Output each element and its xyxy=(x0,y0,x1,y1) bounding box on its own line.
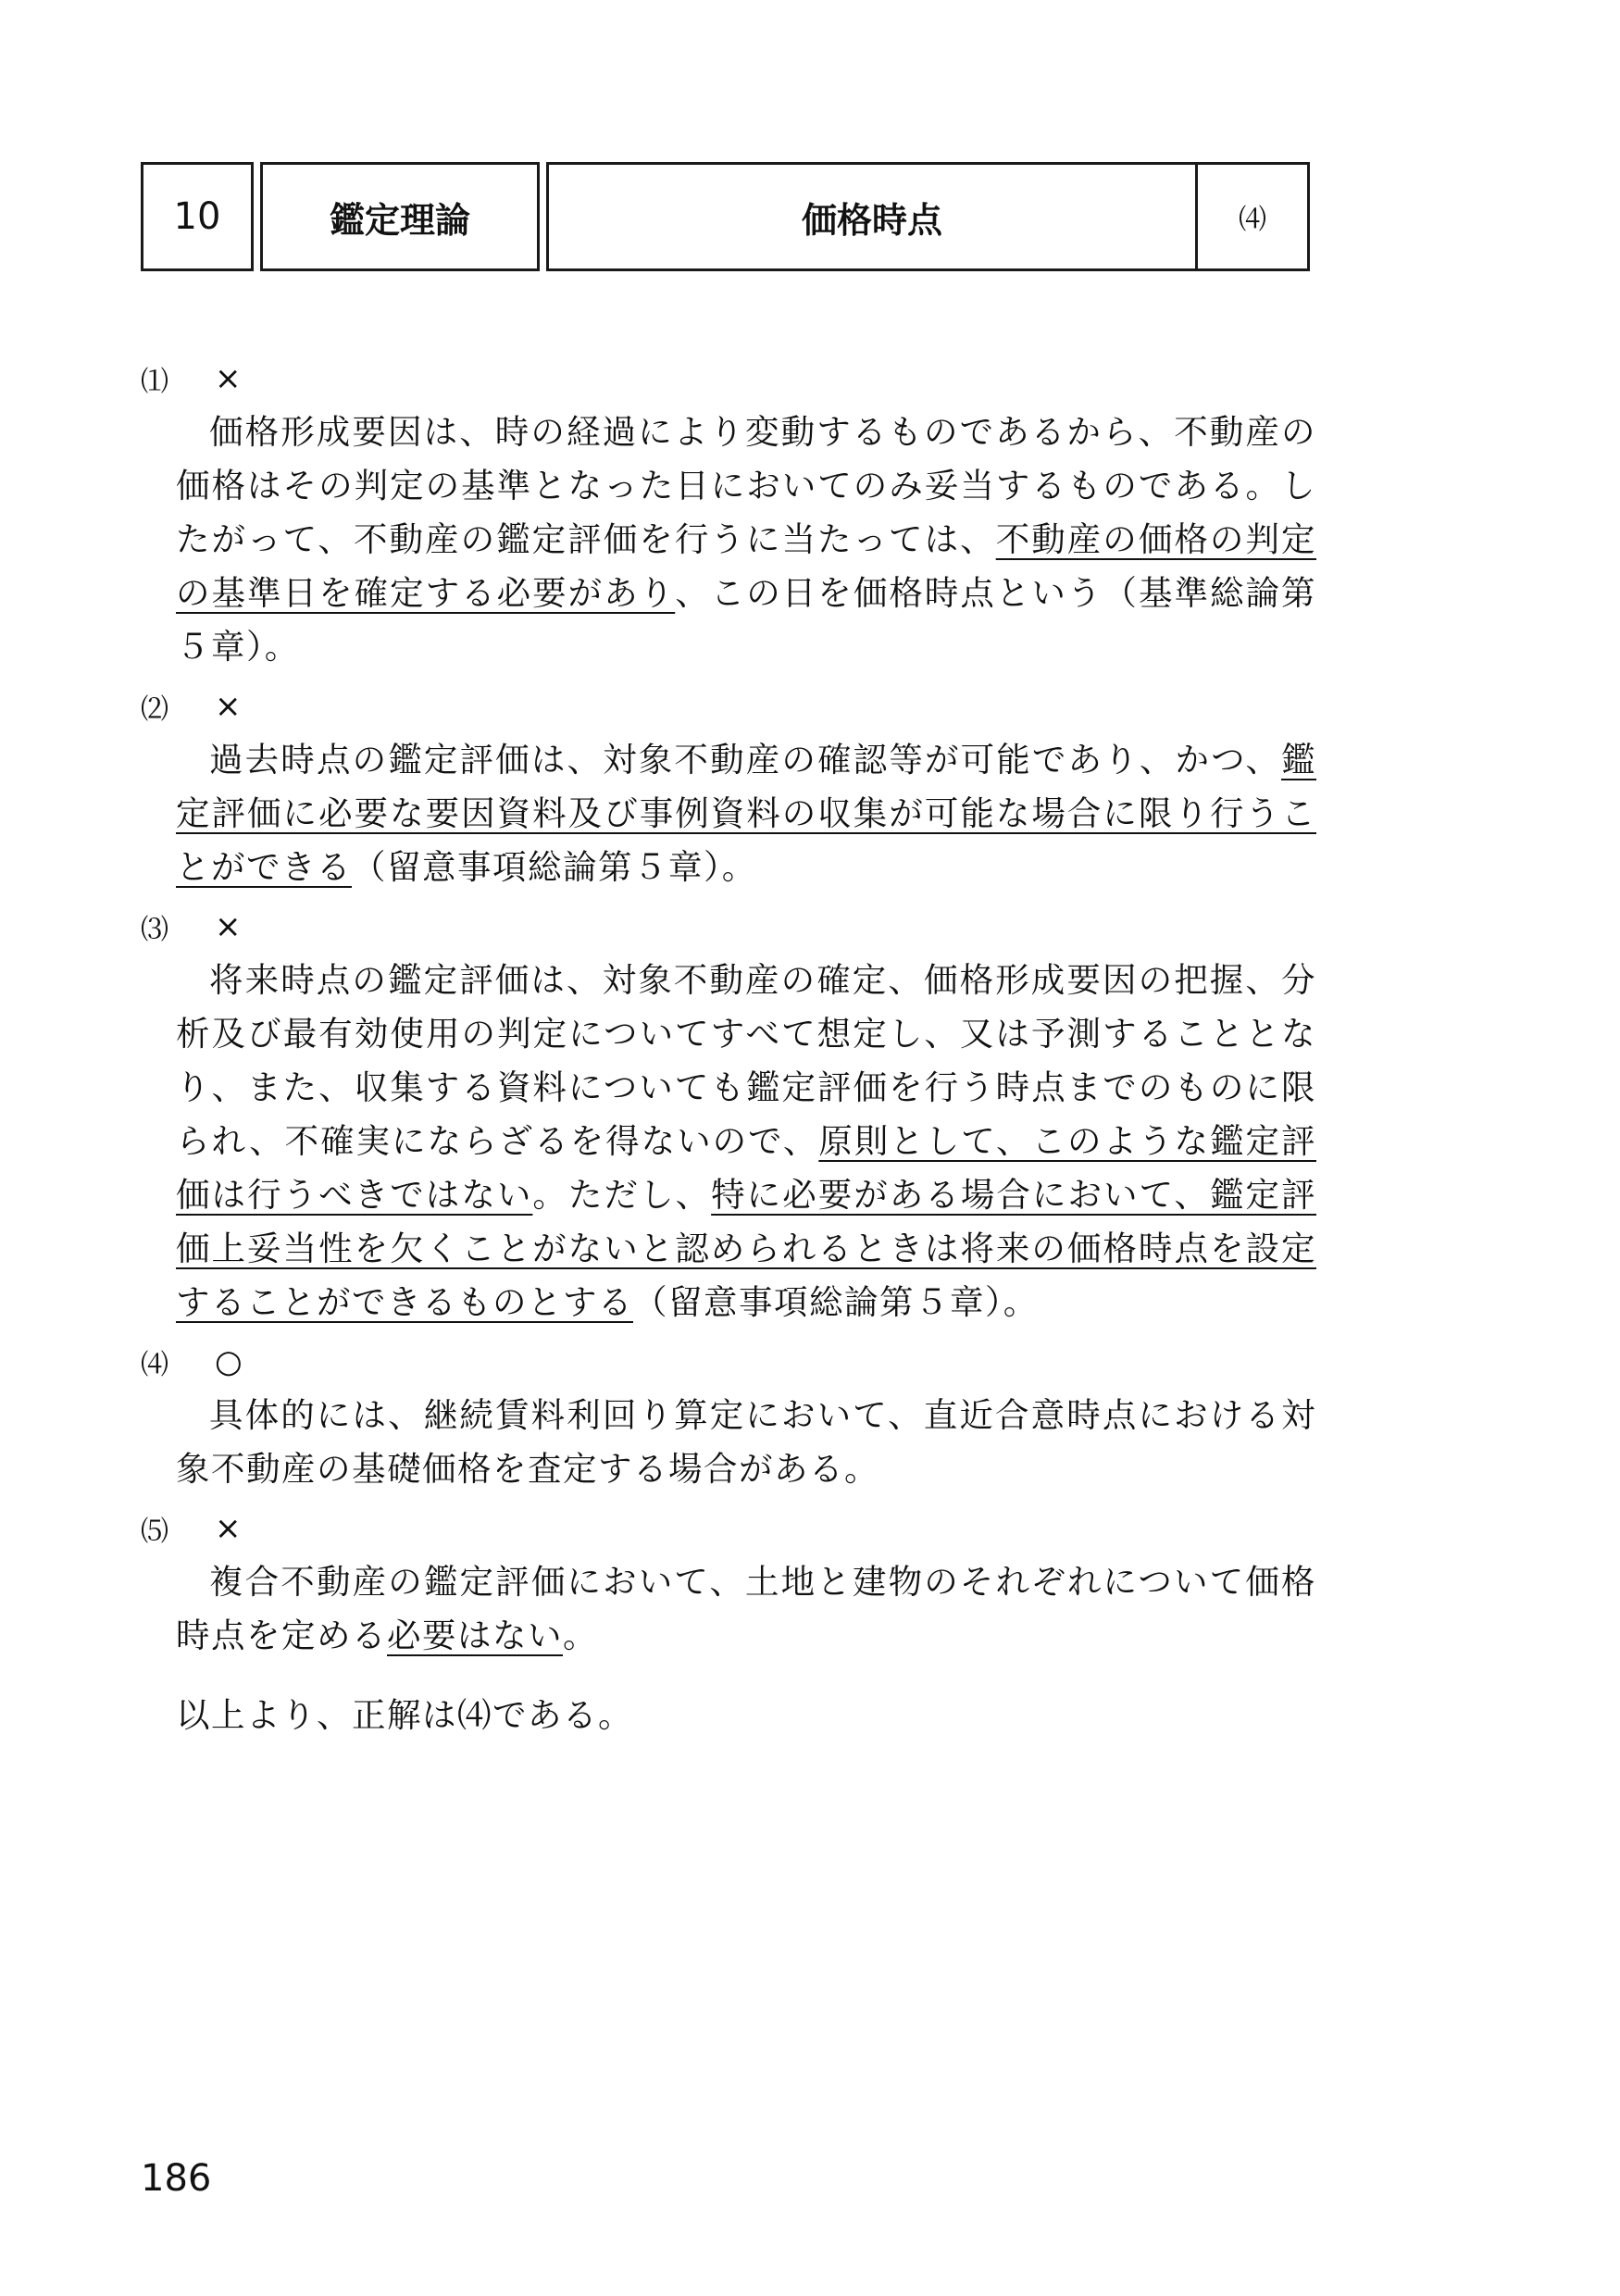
correct-mark-icon: ○ xyxy=(215,1343,243,1380)
text-segment: （留意事項総論第５章）。 xyxy=(352,847,757,887)
text-segment: 複合不動産の鑑定評価において、土地と建物のそれぞれについて価格時点を定める xyxy=(176,1562,1316,1655)
answer-label: ⑷ xyxy=(1195,165,1307,268)
item-number: ⑶ xyxy=(141,914,168,946)
question-number: 10 xyxy=(141,162,254,271)
explanation-item-4 xyxy=(141,1335,1316,1496)
underlined-segment: 特に必要がある場合において、鑑定評価上妥当性を欠くことがないと認められるときは将来の価格時点を設定することができるものとする xyxy=(176,1175,1317,1322)
item-number: ⑵ xyxy=(141,693,168,726)
item-text xyxy=(176,733,1316,894)
explanation-item-3 xyxy=(141,900,1316,1329)
text-segment: 具体的には、継続賃料利回り算定において、直近合意時点における対象不動産の基礎価格を査定する場合がある。 xyxy=(176,1395,1316,1489)
topic-label: 価格時点 xyxy=(801,199,942,241)
explanation-body xyxy=(141,352,1316,1742)
incorrect-mark-icon: × xyxy=(215,1510,242,1547)
item-text xyxy=(176,1555,1316,1663)
text-segment: 価格形成要因は、時の経過により変動するものであるから、不動産の価格はその判定の基準となった日においてのみ妥当するものである。したがって、不動産の鑑定評価を行うに当たっては、 xyxy=(176,412,1316,559)
page-number: 186 xyxy=(141,2157,212,2200)
text-segment: 過去時点の鑑定評価は、対象不動産の確認等が可能であり、かつ、 xyxy=(209,740,1281,780)
text-segment: 。ただし、 xyxy=(532,1175,712,1215)
item-text xyxy=(176,954,1316,1329)
explanation-item-5 xyxy=(141,1502,1316,1663)
item-text xyxy=(176,406,1316,674)
subject-label: 鑑定理論 xyxy=(260,162,540,271)
topic-box xyxy=(546,162,1310,271)
text-segment: 、この日を価格時点という（基準総論第５章）。 xyxy=(176,573,1317,667)
explanation-item-1 xyxy=(141,352,1316,674)
underlined-segment: 必要はない xyxy=(387,1616,563,1655)
text-segment: 。 xyxy=(563,1616,598,1655)
underlined-segment: 原則として、このような鑑定評価は行うべきではない xyxy=(176,1121,1316,1215)
item-number: ⑸ xyxy=(141,1516,168,1548)
item-text xyxy=(176,1389,1316,1496)
underlined-segment: 鑑定評価に必要な要因資料及び事例資料の収集が可能な場合に限り行うことができる xyxy=(176,740,1316,887)
incorrect-mark-icon: × xyxy=(215,360,242,397)
text-segment: （留意事項総論第５章）。 xyxy=(633,1282,1039,1322)
item-number: ⑴ xyxy=(141,366,168,398)
explanation-item-2 xyxy=(141,680,1316,894)
incorrect-mark-icon: × xyxy=(215,908,242,945)
item-number: ⑷ xyxy=(141,1349,168,1381)
question-header xyxy=(141,162,1310,271)
text-segment: 将来時点の鑑定評価は、対象不動産の確定、価格形成要因の把握、分析及び最有効使用の判定についてすべて想定し、又は予測することとなり、また、収集する資料についても鑑定評価を行う時点までのものに限られ、不確実にならざるを得ないので、 xyxy=(176,960,1316,1161)
incorrect-mark-icon: × xyxy=(215,688,242,725)
conclusion-text: 以上より、正解は⑷である。 xyxy=(176,1695,633,1735)
underlined-segment: 不動産の価格の判定の基準日を確定する必要があり xyxy=(176,519,1317,613)
